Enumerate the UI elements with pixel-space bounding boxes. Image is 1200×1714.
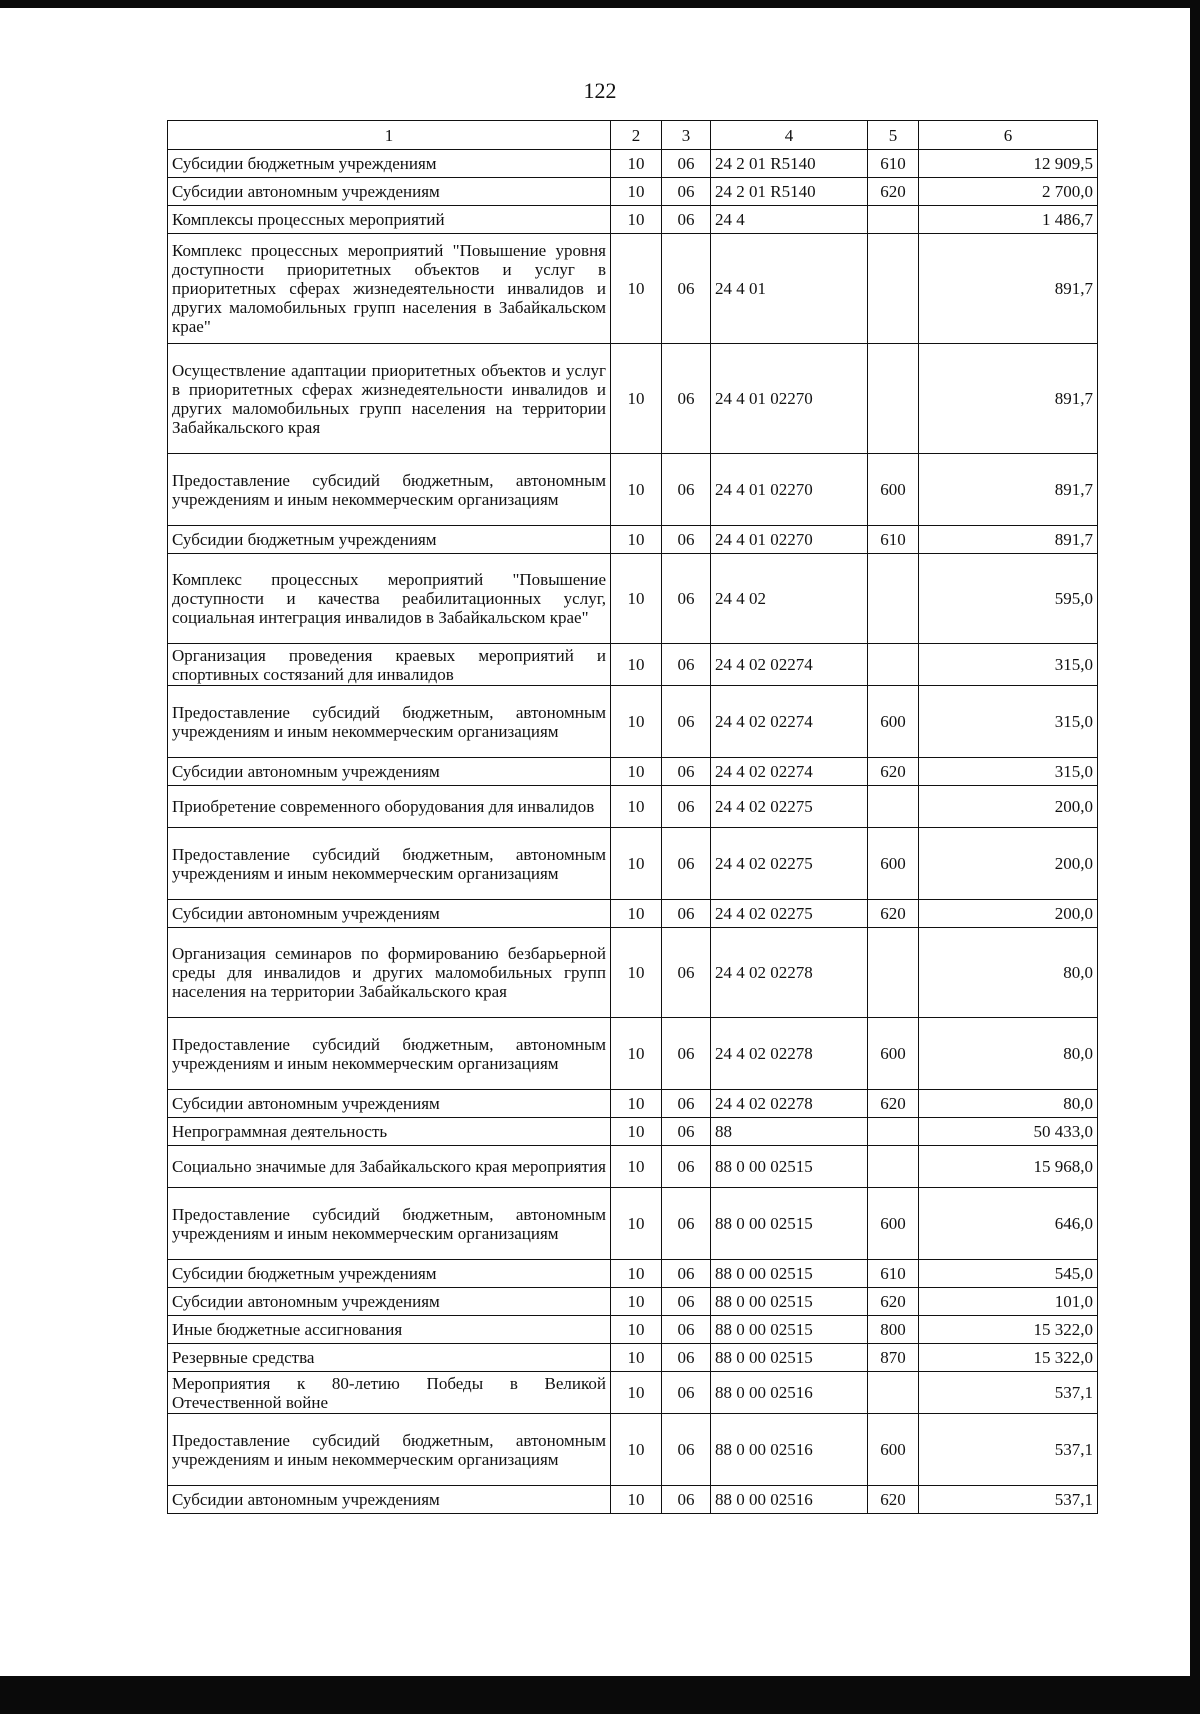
amount-cell: 891,7	[919, 234, 1098, 344]
amount-cell: 15 968,0	[919, 1146, 1098, 1188]
amount-cell: 537,1	[919, 1414, 1098, 1486]
subsection-cell: 06	[662, 344, 711, 454]
amount-cell: 891,7	[919, 454, 1098, 526]
section-cell: 10	[611, 234, 662, 344]
amount-cell: 537,1	[919, 1486, 1098, 1514]
target-article-cell: 88 0 00 02515	[711, 1288, 868, 1316]
section-cell: 10	[611, 1118, 662, 1146]
subsection-cell: 06	[662, 526, 711, 554]
row-name-cell: Мероприятия к 80-летию Победы в Великой Отечественной войне	[168, 1372, 611, 1414]
row-name-cell: Субсидии автономным учреждениям	[168, 1486, 611, 1514]
section-cell: 10	[611, 900, 662, 928]
target-article-cell: 24 4 02 02278	[711, 1018, 868, 1090]
row-name-cell: Субсидии бюджетным учреждениям	[168, 150, 611, 178]
expense-type-cell: 600	[868, 454, 919, 526]
row-name-cell: Осуществление адаптации приоритетных объектов и услуг в приоритетных сферах жизнедеятельности инвалидов и других маломобильных групп населения на территории Забайкальского края	[168, 344, 611, 454]
expense-type-cell: 620	[868, 1090, 919, 1118]
amount-cell: 200,0	[919, 900, 1098, 928]
section-cell: 10	[611, 786, 662, 828]
amount-cell: 200,0	[919, 786, 1098, 828]
target-article-cell: 88	[711, 1118, 868, 1146]
subsection-cell: 06	[662, 1018, 711, 1090]
subsection-cell: 06	[662, 206, 711, 234]
row-name-cell: Комплексы процессных мероприятий	[168, 206, 611, 234]
section-cell: 10	[611, 1344, 662, 1372]
target-article-cell: 88 0 00 02516	[711, 1372, 868, 1414]
scan-border-right	[1190, 0, 1200, 1714]
amount-cell: 80,0	[919, 1090, 1098, 1118]
target-article-cell: 24 4 02 02274	[711, 686, 868, 758]
table-row	[168, 234, 1098, 344]
section-cell: 10	[611, 1486, 662, 1514]
target-article-cell: 24 4 02 02275	[711, 900, 868, 928]
target-article-cell: 24 2 01 R5140	[711, 150, 868, 178]
column-header: 1	[168, 121, 611, 150]
section-cell: 10	[611, 150, 662, 178]
table-row	[168, 1118, 1098, 1146]
row-name-cell: Резервные средства	[168, 1344, 611, 1372]
row-name-cell: Предоставление субсидий бюджетным, автономным учреждениям и иным некоммерческим организациям	[168, 828, 611, 900]
amount-cell: 315,0	[919, 686, 1098, 758]
expense-type-cell	[868, 1372, 919, 1414]
row-name-cell: Предоставление субсидий бюджетным, автономным учреждениям и иным некоммерческим организациям	[168, 1018, 611, 1090]
row-name-cell: Субсидии автономным учреждениям	[168, 758, 611, 786]
target-article-cell: 24 4 01 02270	[711, 454, 868, 526]
column-header: 2	[611, 121, 662, 150]
table-row	[168, 1316, 1098, 1344]
row-name-cell: Субсидии автономным учреждениям	[168, 900, 611, 928]
target-article-cell: 24 4 02 02274	[711, 644, 868, 686]
subsection-cell: 06	[662, 1188, 711, 1260]
section-cell: 10	[611, 828, 662, 900]
table-row	[168, 686, 1098, 758]
amount-cell: 891,7	[919, 344, 1098, 454]
section-cell: 10	[611, 686, 662, 758]
subsection-cell: 06	[662, 1414, 711, 1486]
row-name-cell: Субсидии автономным учреждениям	[168, 178, 611, 206]
subsection-cell: 06	[662, 686, 711, 758]
page-number: 122	[583, 78, 617, 103]
target-article-cell: 24 4 02 02275	[711, 786, 868, 828]
row-name-cell: Субсидии бюджетным учреждениям	[168, 526, 611, 554]
table-row	[168, 1146, 1098, 1188]
amount-cell: 80,0	[919, 1018, 1098, 1090]
target-article-cell: 24 4	[711, 206, 868, 234]
section-cell: 10	[611, 526, 662, 554]
row-name-cell: Социально значимые для Забайкальского края мероприятия	[168, 1146, 611, 1188]
expense-type-cell: 610	[868, 526, 919, 554]
row-name-cell: Субсидии бюджетным учреждениям	[168, 1260, 611, 1288]
section-cell: 10	[611, 1260, 662, 1288]
subsection-cell: 06	[662, 1090, 711, 1118]
subsection-cell: 06	[662, 234, 711, 344]
section-cell: 10	[611, 1018, 662, 1090]
row-name-cell: Непрограммная деятельность	[168, 1118, 611, 1146]
target-article-cell: 24 4 02 02278	[711, 928, 868, 1018]
expense-type-cell: 620	[868, 900, 919, 928]
target-article-cell: 24 4 02 02278	[711, 1090, 868, 1118]
target-article-cell: 24 4 01	[711, 234, 868, 344]
expense-type-cell: 600	[868, 828, 919, 900]
section-cell: 10	[611, 758, 662, 786]
subsection-cell: 06	[662, 1344, 711, 1372]
amount-cell: 12 909,5	[919, 150, 1098, 178]
section-cell: 10	[611, 1090, 662, 1118]
target-article-cell: 88 0 00 02515	[711, 1260, 868, 1288]
section-cell: 10	[611, 1288, 662, 1316]
row-name-cell: Предоставление субсидий бюджетным, автономным учреждениям и иным некоммерческим организациям	[168, 1414, 611, 1486]
amount-cell: 595,0	[919, 554, 1098, 644]
amount-cell: 101,0	[919, 1288, 1098, 1316]
expense-type-cell: 870	[868, 1344, 919, 1372]
column-header: 6	[919, 121, 1098, 150]
row-name-cell: Организация семинаров по формированию безбарьерной среды для инвалидов и других маломобильных групп населения на территории Забайкальского края	[168, 928, 611, 1018]
target-article-cell: 88 0 00 02516	[711, 1486, 868, 1514]
amount-cell: 545,0	[919, 1260, 1098, 1288]
target-article-cell: 24 2 01 R5140	[711, 178, 868, 206]
table-row	[168, 1018, 1098, 1090]
target-article-cell: 24 4 01 02270	[711, 344, 868, 454]
expense-type-cell	[868, 786, 919, 828]
expense-type-cell	[868, 554, 919, 644]
subsection-cell: 06	[662, 554, 711, 644]
section-cell: 10	[611, 1316, 662, 1344]
expense-type-cell: 610	[868, 150, 919, 178]
section-cell: 10	[611, 928, 662, 1018]
expense-type-cell: 600	[868, 1018, 919, 1090]
amount-cell: 80,0	[919, 928, 1098, 1018]
column-header: 5	[868, 121, 919, 150]
amount-cell: 891,7	[919, 526, 1098, 554]
target-article-cell: 24 4 01 02270	[711, 526, 868, 554]
subsection-cell: 06	[662, 786, 711, 828]
expense-type-cell	[868, 234, 919, 344]
target-article-cell: 88 0 00 02515	[711, 1344, 868, 1372]
table-row	[168, 344, 1098, 454]
amount-cell: 315,0	[919, 644, 1098, 686]
section-cell: 10	[611, 454, 662, 526]
table-row	[168, 1414, 1098, 1486]
expense-type-cell	[868, 928, 919, 1018]
row-name-cell: Иные бюджетные ассигнования	[168, 1316, 611, 1344]
subsection-cell: 06	[662, 900, 711, 928]
table-row	[168, 554, 1098, 644]
expense-type-cell	[868, 1118, 919, 1146]
subsection-cell: 06	[662, 758, 711, 786]
row-name-cell: Организация проведения краевых мероприятий и спортивных состязаний для инвалидов	[168, 644, 611, 686]
section-cell: 10	[611, 206, 662, 234]
scan-border-bottom	[0, 1676, 1200, 1714]
table-row	[168, 454, 1098, 526]
subsection-cell: 06	[662, 454, 711, 526]
table-row	[168, 1260, 1098, 1288]
table-row	[168, 928, 1098, 1018]
section-cell: 10	[611, 1414, 662, 1486]
row-name-cell: Приобретение современного оборудования для инвалидов	[168, 786, 611, 828]
target-article-cell: 24 4 02 02274	[711, 758, 868, 786]
amount-cell: 15 322,0	[919, 1316, 1098, 1344]
scan-border-top	[0, 0, 1200, 8]
table-row	[168, 1372, 1098, 1414]
target-article-cell: 88 0 00 02515	[711, 1146, 868, 1188]
expense-type-cell: 600	[868, 1414, 919, 1486]
subsection-cell: 06	[662, 1118, 711, 1146]
expense-type-cell: 620	[868, 1486, 919, 1514]
subsection-cell: 06	[662, 1486, 711, 1514]
expense-type-cell: 800	[868, 1316, 919, 1344]
section-cell: 10	[611, 554, 662, 644]
row-name-cell: Предоставление субсидий бюджетным, автономным учреждениям и иным некоммерческим организациям	[168, 1188, 611, 1260]
subsection-cell: 06	[662, 1316, 711, 1344]
expense-type-cell: 620	[868, 758, 919, 786]
expense-type-cell	[868, 206, 919, 234]
section-cell: 10	[611, 344, 662, 454]
row-name-cell: Субсидии автономным учреждениям	[168, 1288, 611, 1316]
target-article-cell: 88 0 00 02516	[711, 1414, 868, 1486]
row-name-cell: Субсидии автономным учреждениям	[168, 1090, 611, 1118]
target-article-cell: 24 4 02 02275	[711, 828, 868, 900]
section-cell: 10	[611, 1188, 662, 1260]
table-row	[168, 1486, 1098, 1514]
expense-type-cell: 600	[868, 686, 919, 758]
subsection-cell: 06	[662, 178, 711, 206]
amount-cell: 646,0	[919, 1188, 1098, 1260]
expense-type-cell: 620	[868, 1288, 919, 1316]
amount-cell: 1 486,7	[919, 206, 1098, 234]
expense-type-cell: 610	[868, 1260, 919, 1288]
table-header-row	[168, 121, 1098, 150]
section-cell: 10	[611, 1372, 662, 1414]
subsection-cell: 06	[662, 1260, 711, 1288]
row-name-cell: Комплекс процессных мероприятий "Повышение уровня доступности приоритетных объектов и услуг в приоритетных сферах жизнедеятельности инвалидов и других маломобильных групп населения в Забайкальском крае"	[168, 234, 611, 344]
expense-type-cell	[868, 644, 919, 686]
subsection-cell: 06	[662, 1372, 711, 1414]
budget-table	[167, 120, 1098, 1514]
section-cell: 10	[611, 1146, 662, 1188]
table-row	[168, 644, 1098, 686]
expense-type-cell	[868, 344, 919, 454]
subsection-cell: 06	[662, 928, 711, 1018]
amount-cell: 315,0	[919, 758, 1098, 786]
subsection-cell: 06	[662, 1146, 711, 1188]
table-row	[168, 900, 1098, 928]
column-header: 3	[662, 121, 711, 150]
expense-type-cell: 620	[868, 178, 919, 206]
subsection-cell: 06	[662, 828, 711, 900]
table-row	[168, 828, 1098, 900]
table-row	[168, 758, 1098, 786]
row-name-cell: Комплекс процессных мероприятий "Повышение доступности и качества реабилитационных услуг, социальная интеграция инвалидов в Забайкальском крае"	[168, 554, 611, 644]
table-row	[168, 1344, 1098, 1372]
table-row	[168, 150, 1098, 178]
target-article-cell: 24 4 02	[711, 554, 868, 644]
amount-cell: 200,0	[919, 828, 1098, 900]
table-row	[168, 786, 1098, 828]
amount-cell: 15 322,0	[919, 1344, 1098, 1372]
section-cell: 10	[611, 644, 662, 686]
target-article-cell: 88 0 00 02515	[711, 1316, 868, 1344]
amount-cell: 537,1	[919, 1372, 1098, 1414]
table-row	[168, 1188, 1098, 1260]
subsection-cell: 06	[662, 1288, 711, 1316]
subsection-cell: 06	[662, 150, 711, 178]
row-name-cell: Предоставление субсидий бюджетным, автономным учреждениям и иным некоммерческим организациям	[168, 454, 611, 526]
column-header: 4	[711, 121, 868, 150]
table-row	[168, 178, 1098, 206]
target-article-cell: 88 0 00 02515	[711, 1188, 868, 1260]
table-row	[168, 1090, 1098, 1118]
amount-cell: 2 700,0	[919, 178, 1098, 206]
table-row	[168, 1288, 1098, 1316]
section-cell: 10	[611, 178, 662, 206]
amount-cell: 50 433,0	[919, 1118, 1098, 1146]
expense-type-cell	[868, 1146, 919, 1188]
expense-type-cell: 600	[868, 1188, 919, 1260]
table-row	[168, 206, 1098, 234]
subsection-cell: 06	[662, 644, 711, 686]
row-name-cell: Предоставление субсидий бюджетным, автономным учреждениям и иным некоммерческим организациям	[168, 686, 611, 758]
table-row	[168, 526, 1098, 554]
